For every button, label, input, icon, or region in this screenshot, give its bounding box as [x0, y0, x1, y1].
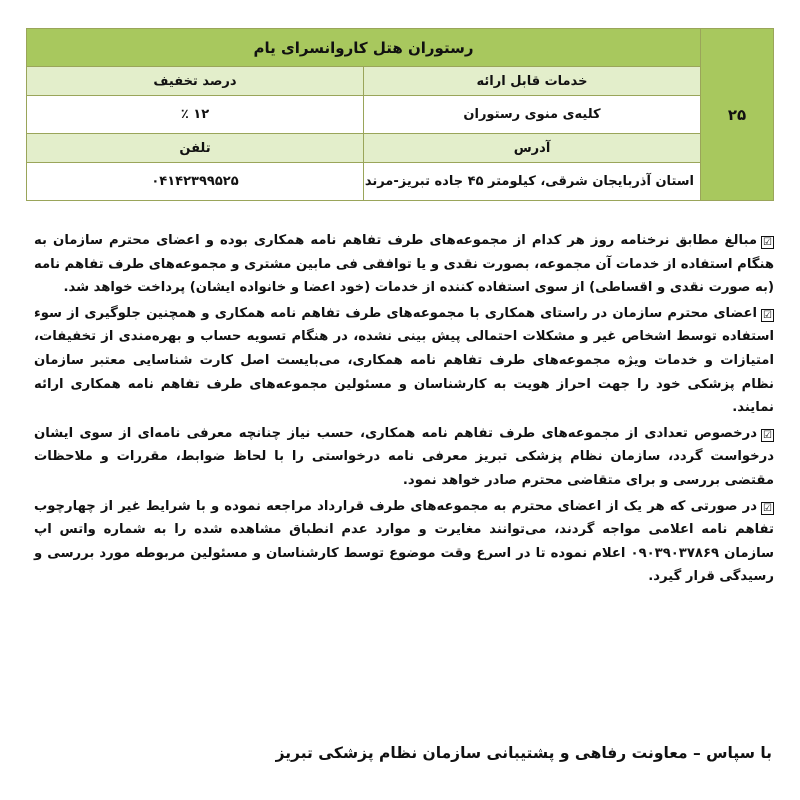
terms-paragraph: [34, 495, 774, 589]
terms-paragraph: [34, 422, 774, 493]
restaurant-title: رستوران هتل کاروانسرای یام: [27, 29, 701, 67]
check-icon: ☑: [761, 309, 774, 322]
row-number: ۲۵: [727, 105, 747, 124]
restaurant-info-table: [26, 28, 774, 201]
address-value: استان آذربایجان شرقی، کیلومتر ۴۵ جاده تبریز-مرند: [364, 163, 701, 201]
row-number-cell: [701, 29, 774, 201]
paragraph-text: در صورتی که هر یک از اعضای محترم به مجموعه‌های طرف قرارداد مراجعه نموده و با شرایط غیر از چهارچوب تفاهم نامه اعلامی مواجه گردند، می‌توانند مغایرت و موارد عدم انطباق مشاهده شده را به شماره واتس اپ سازمان ۰۹۰۳۹۰۳۷۸۶۹ اعلام نموده تا در اسرع وقت موضوع توسط کارشناسان و مسئولین مربوطه مورد بررسی و رسیدگی قرار گیرد.: [34, 498, 774, 585]
check-icon: ☑: [761, 429, 774, 442]
check-icon: ☑: [761, 502, 774, 515]
services-value: کلیه‌ی منوی رستوران: [364, 96, 701, 134]
phone-value: ۰۴۱۴۲۳۹۹۵۲۵: [27, 163, 364, 201]
services-header: خدمات قابل ارائه: [364, 67, 701, 96]
paragraph-text: درخصوص تعدادی از مجموعه‌های طرف تفاهم نامه همکاری، حسب نیاز چنانچه معرفی نامه‌ای از سوی ایشان درخواست گردد، سازمان نظام پزشکی تبریز معرفی نامه درخواستی را با لحاظ ضوابط، مقررات و ملاحظات مقتضی بررسی و برای متقاضی محترم صادر خواهد نمود.: [34, 425, 774, 488]
terms-paragraph: [34, 229, 774, 300]
discount-header: درصد تخفیف: [27, 67, 364, 96]
check-icon: ☑: [761, 236, 774, 249]
address-header: آدرس: [364, 134, 701, 163]
terms-paragraphs: [34, 229, 774, 591]
discount-value: ۱۲ ٪: [27, 96, 364, 134]
terms-paragraph: [34, 302, 774, 420]
paragraph-text: مبالغ مطابق نرخنامه روز هر کدام از مجموعه‌های طرف تفاهم نامه همکاری بوده و اعضای محترم سازمان به هنگام استفاده از خدمات آن مجموعه، بصورت نقدی و یا توافقی فی مابین مشتری و مجموعه‌های طرف تفاهم نامه (به صورت نقدی و اقساطی) از سوی استفاده کننده از خدمات (خود اعضا و خانواده ایشان) پرداخت خواهد شد.: [34, 233, 774, 296]
paragraph-text: اعضای محترم سازمان در راستای همکاری با مجموعه‌های طرف تفاهم نامه همکاری و همچنین جلوگیری از سوء استفاده توسط اشخاص غیر و مشکلات احتمالی پیش بینی نشده، در هنگام تسویه حساب و بهره‌مندی از تخفیفات، امتیازات و خدمات ویژه مجموعه‌های طرف تفاهم نامه همکاری، می‌بایست اصل کارت شناسایی معتبر سازمان نظام پزشکی خود را جهت احراز هویت به کارشناسان و مسئولین مجموعه‌های طرف تفاهم نامه همکاری ارائه نمایند.: [34, 305, 774, 416]
closing-signature: با سپاس – معاونت رفاهی و پشتیبانی سازمان نظام پزشکی تبریز: [275, 744, 772, 762]
phone-header: تلفن: [27, 134, 364, 163]
